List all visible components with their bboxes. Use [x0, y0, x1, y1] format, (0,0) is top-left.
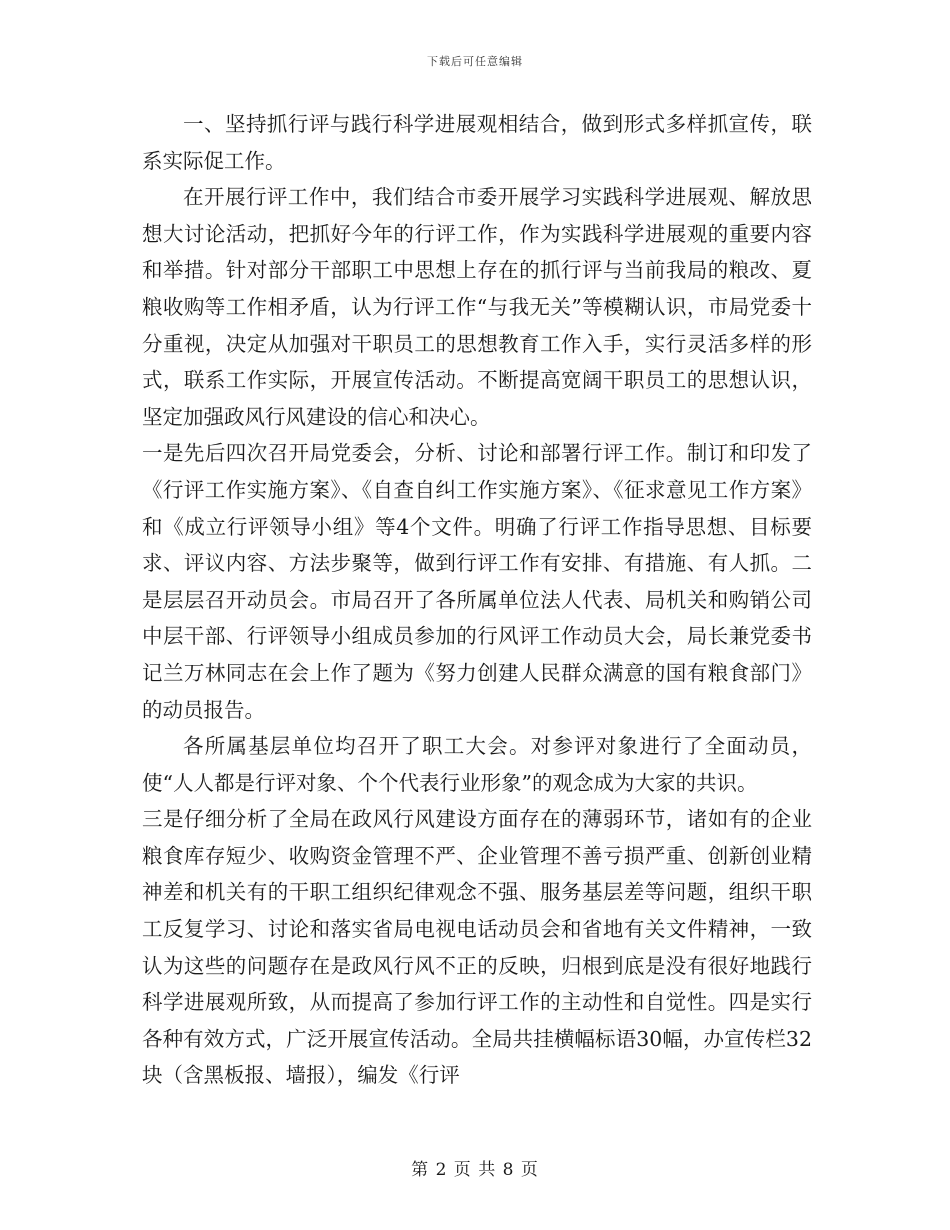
- paragraph-heading: 一、坚持抓行评与践行科学进展观相结合，做到形式多样抓宣传，联系实际促工作。: [142, 112, 812, 173]
- paragraph: 一是先后四次召开局党委会，分析、讨论和部署行评工作。制订和印发了《行评工作实施方案》、《自查自纠工作实施方案》、《征求意见工作方案》和《成立行评领导小组》等4个文件。明确了行评工作指导思想、目标要求、评议内容、方法步聚等，做到行评工作有安排、有措施、有人抓。二是层层召开动员会。市局召开了各所属单位法人代表、局机关和购销公司中层干部、行评领导小组成员参加的行风评工作动员大会，局长兼党委书记兰万林同志在会上作了题为《努力创建人民群众满意的国有粮食部门》的动员报告。: [142, 441, 812, 722]
- page-number-footer: 第 2 页 共 8 页: [411, 1160, 539, 1180]
- paragraph: 三是仔细分析了全局在政风行风建设方面存在的薄弱环节，诸如有的企业粮食库存短少、收购资金管理不严、企业管理不善亏损严重、创新创业精神差和机关有的干职工组织纪律观念不强、服务基层差等问题，组织干职工反复学习、讨论和落实省局电视电话动员会和省地有关文件精神，一致认为这些的问题存在是政风行风不正的反映，归根到底是没有很好地践行科学进展观所致，从而提高了参加行评工作的主动性和自觉性。四是实行各种有效方式，广泛开展宣传活动。全局共挂横幅标语30幅，办宣传栏32块（含黑板报、墙报），编发《行评: [142, 807, 812, 1088]
- document-body: [142, 106, 812, 1094]
- page-header: 下载后可任意编辑: [427, 55, 523, 68]
- paragraph: 各所属基层单位均召开了职工大会。对参评对象进行了全面动员，使“人人都是行评对象、个个代表行业形象”的观念成为大家的共识。: [142, 734, 812, 795]
- paragraph: 在开展行评工作中，我们结合市委开展学习实践科学进展观、解放思想大讨论活动，把抓好今年的行评工作，作为实践科学进展观的重要内容和举措。针对部分干部职工中思想上存在的抓行评与当前我局的粮改、夏粮收购等工作相矛盾，认为行评工作“与我无关”等模糊认识，市局党委十分重视，决定从加强对干职员工的思想教育工作入手，实行灵活多样的形式，联系工作实际，开展宣传活动。不断提高宽阔干职员工的思想认识，坚定加强政风行风建设的信心和决心。: [142, 185, 812, 429]
